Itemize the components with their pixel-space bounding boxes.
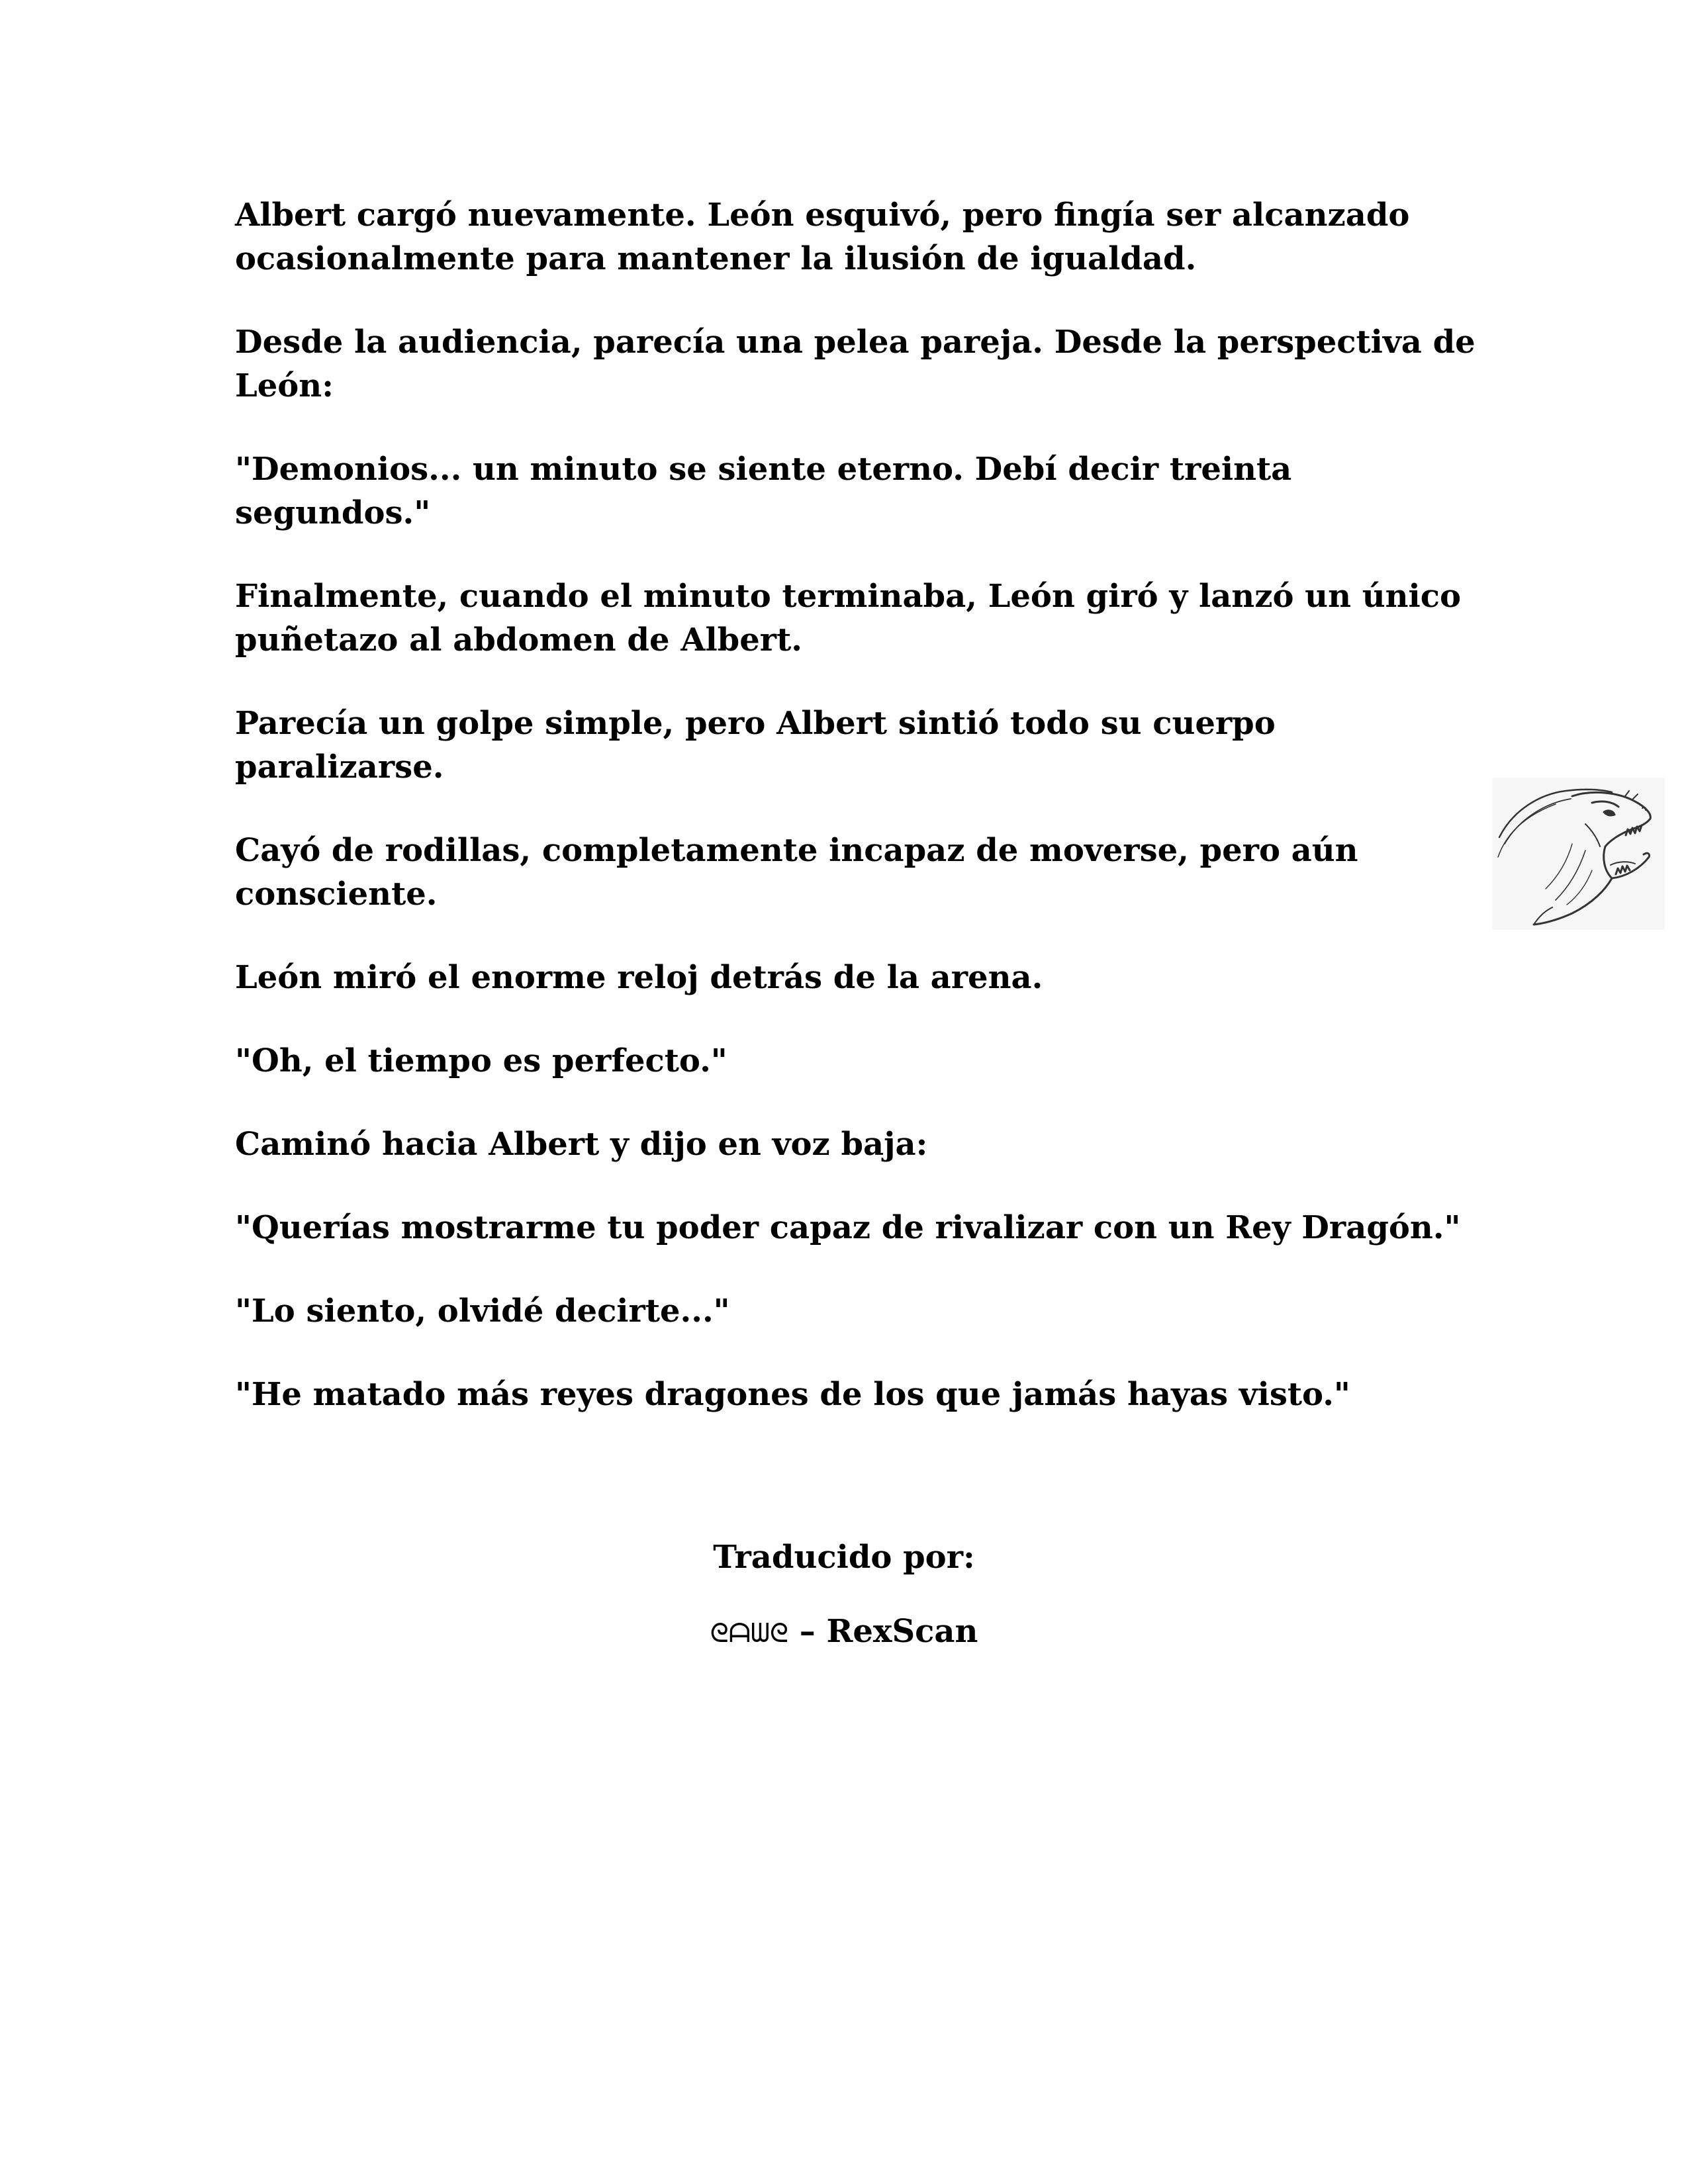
paragraph: "Querías mostrarme tu poder capaz de rivalizar con un Rey Dragón." — [235, 1209, 1461, 1246]
credits-line — [0, 1610, 1688, 1655]
paragraph: Albert cargó nuevamente. León esquivó, pero fingía ser alcanzado ocasionalmente para mantener la ilusión de igualdad. — [235, 197, 1410, 277]
credits-label: Traducido por: — [713, 1539, 975, 1576]
paragraph: Caminó hacia Albert y dijo en voz baja: — [235, 1126, 928, 1163]
paragraph: Finalmente, cuando el minuto terminaba, León giró y lanzó un único puñetazo al abdomen de Albert. — [235, 578, 1461, 659]
translator-name: ᘓᗩᗯᘓ — [710, 1618, 789, 1649]
dinosaur-sketch-icon — [1493, 778, 1665, 930]
paragraph: León miró el enorme reloj detrás de la arena. — [235, 959, 1043, 996]
paragraph: Parecía un golpe simple, pero Albert sintió todo su cuerpo paralizarse. — [235, 705, 1276, 786]
scan-group-name: RexScan — [826, 1613, 978, 1650]
credits-separator: – — [788, 1613, 827, 1650]
paragraph: Desde la audiencia, parecía una pelea pareja. Desde la perspectiva de León: — [235, 324, 1476, 404]
paragraph: "Oh, el tiempo es perfecto." — [235, 1042, 727, 1079]
paragraph: "Demonios... un minuto se siente eterno. Debí decir treinta segundos." — [235, 451, 1292, 531]
story-text — [235, 193, 1486, 1456]
paragraph: "He matado más reyes dragones de los que jamás hayas visto." — [235, 1376, 1350, 1413]
paragraph: Cayó de rodillas, completamente incapaz de moverse, pero aún consciente. — [235, 832, 1358, 913]
paragraph: "Lo siento, olvidé decirte..." — [235, 1293, 730, 1330]
translation-credits — [0, 1535, 1688, 1655]
